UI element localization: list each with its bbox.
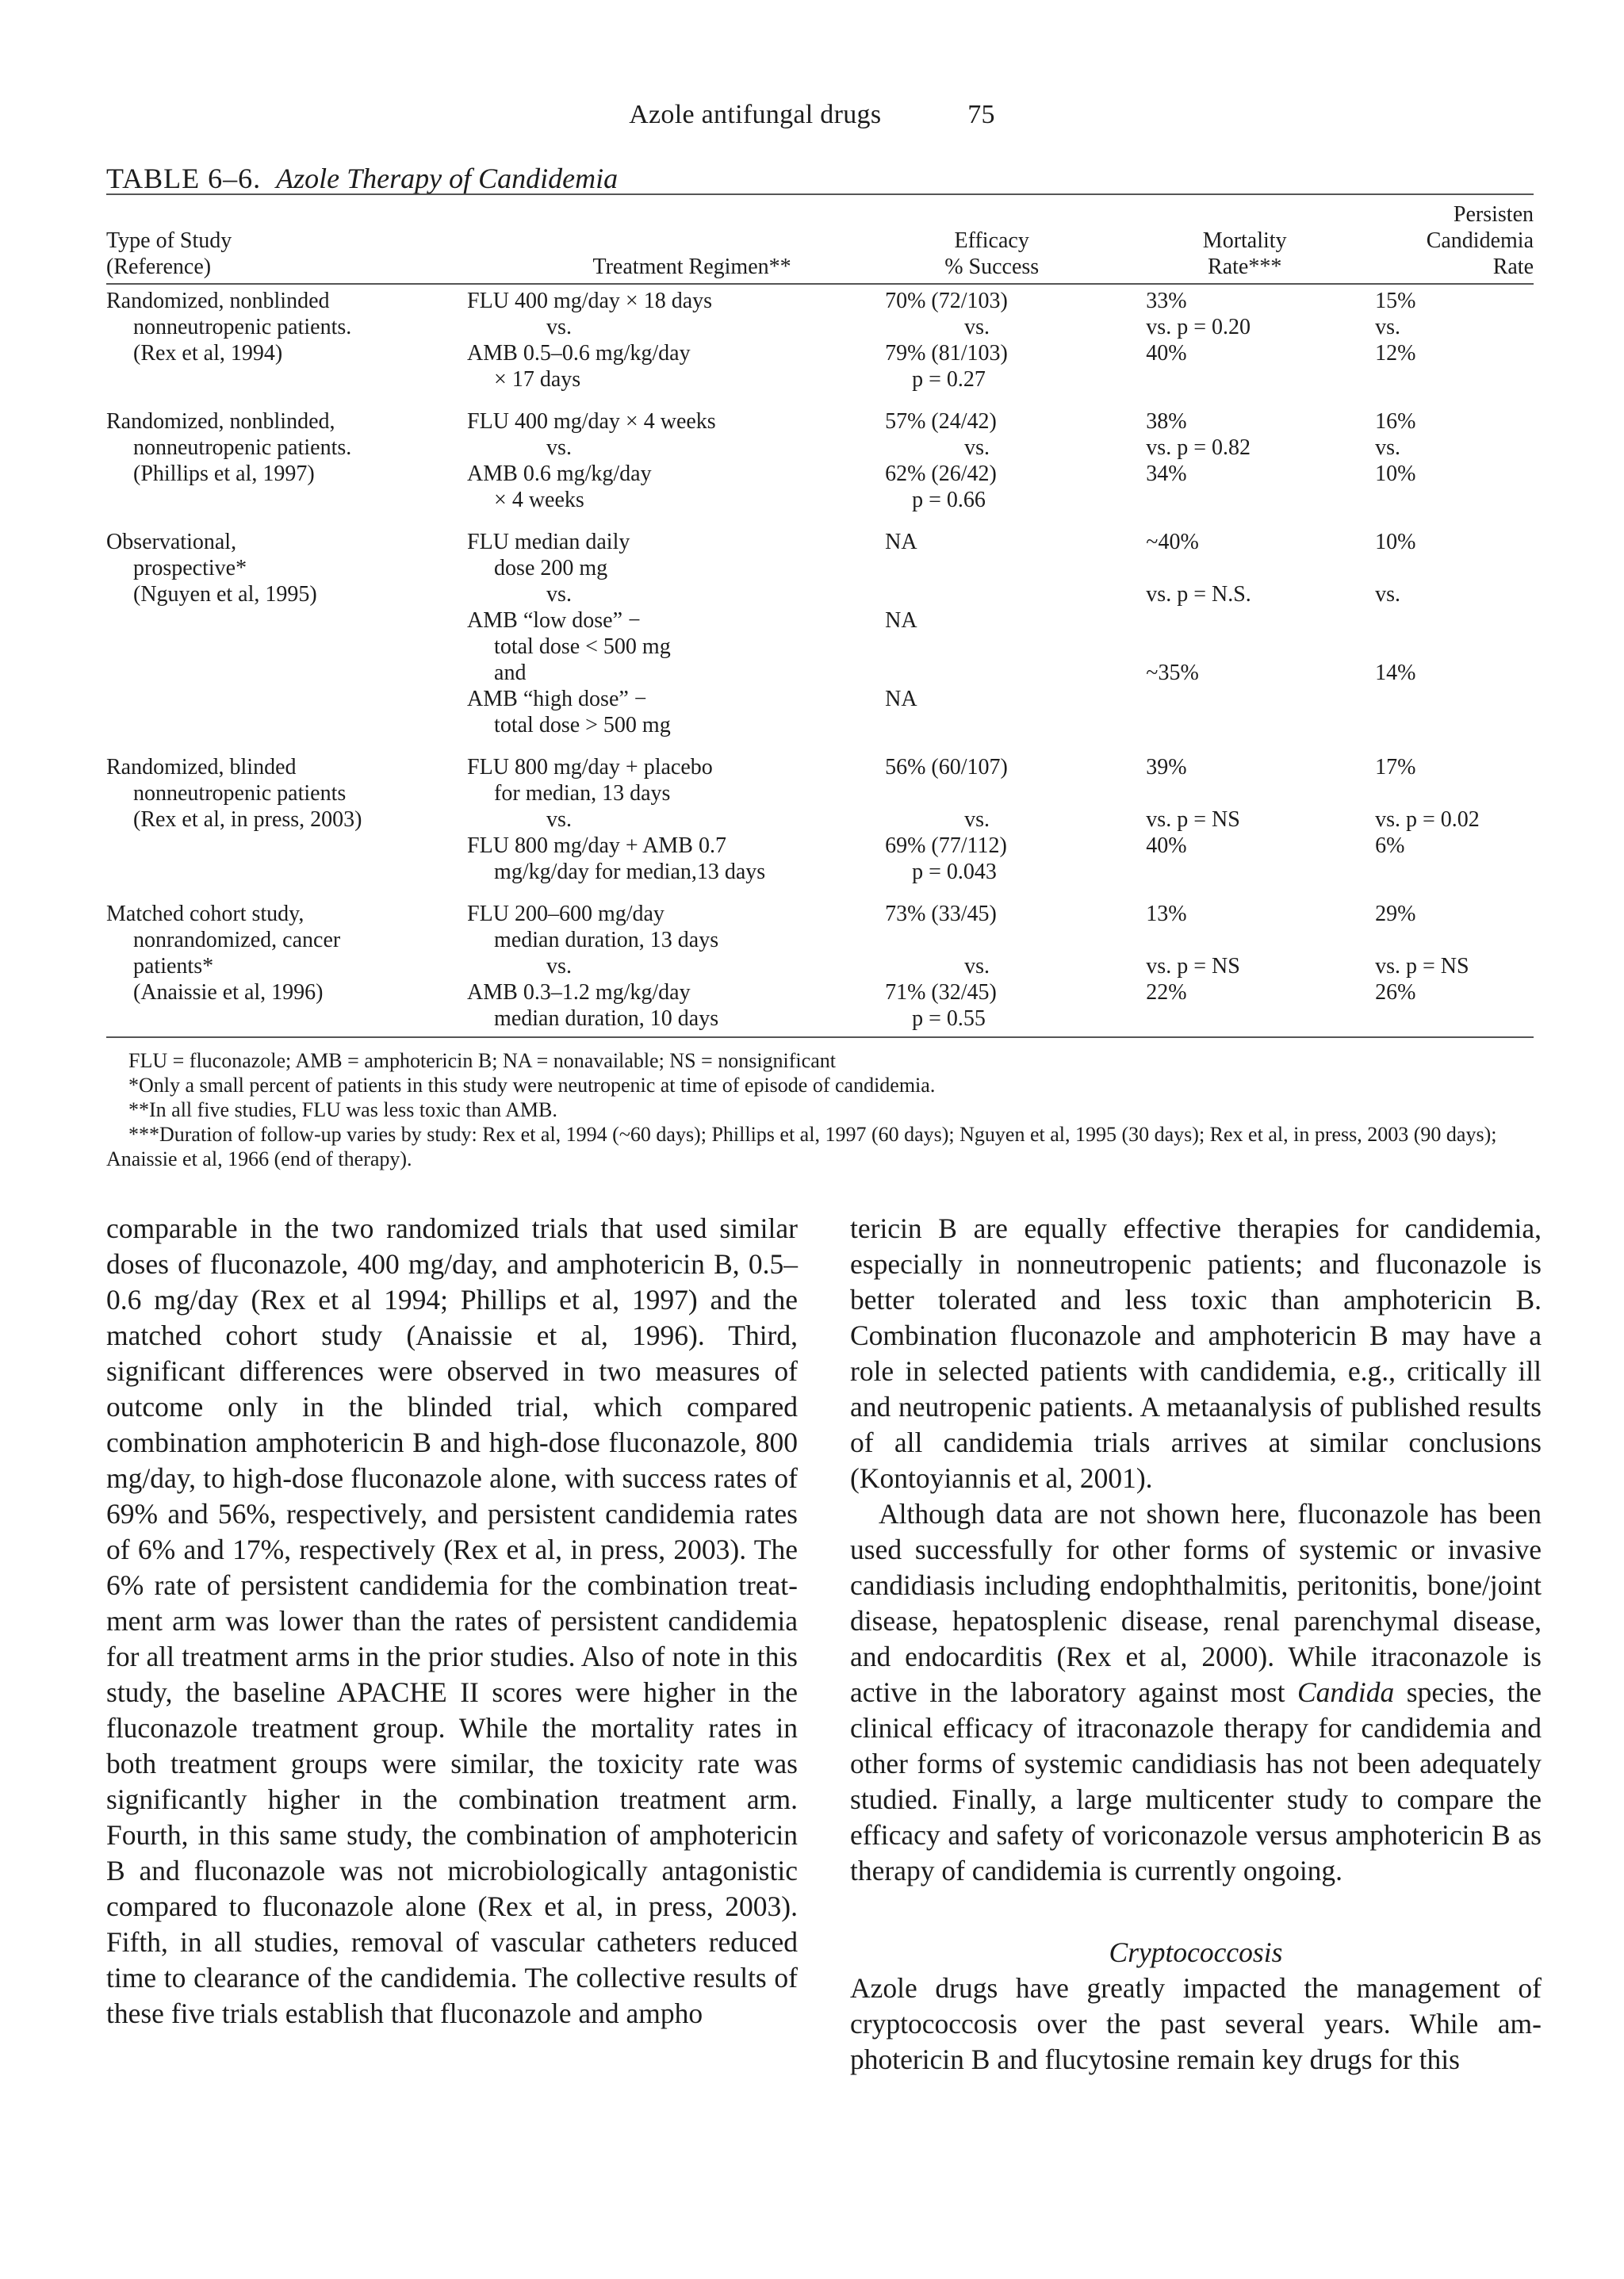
running-head-title: Azole antifungal drugs [629,100,882,129]
cell-line: p = 0.66 [912,488,986,512]
cell-line: and [494,661,527,685]
header-persistent [1375,194,1534,284]
cell-line: total dose < 500 mg [494,634,671,659]
header-line: Rate*** [1208,255,1282,279]
header-line: (Reference) [106,255,212,279]
cell-line: dose 200 mg [494,556,608,580]
cell-line: nonneutropenic patients. [133,435,352,460]
cell-line: 26% [1375,980,1416,1005]
header-line: Persisten [1453,202,1534,227]
cell-line: p = 0.55 [912,1006,986,1031]
cell-persistent [1375,901,1534,1037]
cell-line: vs. p = 0.20 [1146,315,1251,339]
cell-line: vs. p = NS [1146,807,1240,832]
cell-line: NA [885,608,917,633]
cell-efficacy [885,529,1146,754]
cell-efficacy [885,284,1146,408]
cell-line: (Rex et al, in press, 2003) [133,807,362,832]
table-row [106,284,1534,408]
footnote-abbreviations: FLU = fluconazole; AMB = amphotericin B; NA = nonavailable; NS = nonsignificant [128,1049,836,1072]
cell-line: AMB 0.6 mg/kg/day [467,462,652,486]
cell-line: 57% (24/42) [885,409,997,434]
cell-line: AMB “low dose” − [467,608,641,633]
cell-mortality [1146,754,1375,901]
footnote-2: **In all five studies, FLU was less toxic than AMB. [128,1098,557,1121]
table-row [106,529,1534,754]
cell-persistent [1375,284,1534,408]
cell-line: prospective* [133,556,247,580]
cell-line: vs. [546,954,572,979]
cell-line: FLU 400 mg/day × 18 days [467,289,713,313]
cell-line: vs. [1375,582,1400,607]
cell-line: p = 0.043 [912,860,997,884]
header-line: % Success [944,255,1040,279]
cell-line: nonrandomized, cancer [133,928,341,952]
cell-line: × 4 weeks [494,488,584,512]
header-efficacy [885,194,1146,284]
table-footnotes [106,1048,1534,1171]
cell-line: vs. [546,582,572,607]
cell-line: 22% [1146,980,1187,1005]
cell-study [106,529,467,754]
cell-line: AMB 0.3–1.2 mg/kg/day [467,980,691,1005]
header-regimen [467,194,885,284]
cell-line: median duration, 10 days [494,1006,719,1031]
cell-regimen [467,284,885,408]
cell-persistent [1375,529,1534,754]
cell-line: (Nguyen et al, 1995) [133,582,317,607]
cell-line: 17% [1375,755,1416,779]
cell-line: Randomized, blinded [106,755,297,779]
cell-line: for median, 13 days [494,781,671,806]
cell-line: p = 0.27 [912,367,986,392]
cell-efficacy [885,408,1146,529]
cell-line: vs. [964,315,990,339]
section-heading: Cryptococcosis [1109,1936,1283,1968]
cell-study [106,408,467,529]
cell-efficacy [885,754,1146,901]
cell-line: FLU 400 mg/day × 4 weeks [467,409,716,434]
cell-line: 29% [1375,902,1416,926]
cell-line: vs. p = 0.82 [1146,435,1251,460]
cell-line: 6% [1375,833,1405,858]
cell-line: Observational, [106,530,237,554]
results-table-container [106,193,1534,1038]
cell-line: NA [885,687,917,711]
cell-line: ~35% [1146,661,1199,685]
table-title: Azole Therapy of Candidemia [276,163,619,194]
cell-line: Randomized, nonblinded [106,289,330,313]
cell-persistent [1375,754,1534,901]
cell-line: median duration, 13 days [494,928,719,952]
cell-line: 14% [1375,661,1416,685]
cell-line: 33% [1146,289,1187,313]
cell-line: vs. [964,435,990,460]
cell-line: 34% [1146,462,1187,486]
cell-line: vs. [546,807,572,832]
cell-study [106,754,467,901]
cell-line: 73% (33/45) [885,902,997,926]
cell-efficacy [885,901,1146,1037]
cell-line: FLU median daily [467,530,630,554]
cell-line: Randomized, nonblinded, [106,409,335,434]
table-label: TABLE 6–6. [106,163,262,194]
cell-line: vs. [1375,435,1400,460]
body-column-left [106,1211,798,2032]
body-paragraph: comparable in the two randomized trials that used similar doses of fluconazole, 400 mg/day, and amphotericin B, 0.5–0.6 mg/day (Rex et al 1994; Phillips et al, 1997) and the matched cohort study (Anaissie et al, 1996). Third, significant differences were observed in two measures of outcome only in the blinded trial, which compared combination amphotericin B and high-dose fluconazole, 800 mg/day, to high-dose fluconazole alone, with success rates of 69% and 56%, respectively, and persistent candidemia rates of 6% and 17%, respectively (Rex et al, in press, 2003). The 6% rate of persistent candidemia for the combination treatment arm was lower than the rates of persistent candidemia for all treatment arms in the prior studies. Also of note in this study, the baseline APACHE II scores were higher in the fluconazole treatment group. While the mortality rates in both treatment groups were similar, the toxicity rate was significantly higher in the combination treatment arm. Fourth, in this same study, the combination of amphotericin B and fluconazole was not microbiologically antagonistic compared to fluconazole alone (Rex et al, in press, 2003). Fifth, in all studies, removal of vascular catheters reduced time to clearance of the candidemia. The collective results of these five trials establish that fluconazole and ampho [106,1212,798,2029]
cell-line: (Phillips et al, 1997) [133,462,315,486]
cell-mortality [1146,529,1375,754]
table-row [106,754,1534,901]
header-line: Mortality [1202,228,1287,253]
cell-line: nonneutropenic patients. [133,315,352,339]
footnote-3: ***Duration of follow-up varies by study: Rex et al, 1994 (~60 days); Phillips et al, 1997 (60 days); Nguyen et al, 1995 (30 days); Rex et al, in press, 2003 (90 days); Anaissie et al, 1966 (end of therapy). [106,1123,1497,1170]
cell-line: 62% (26/42) [885,462,997,486]
cell-line: FLU 800 mg/day + AMB 0.7 [467,833,726,858]
cell-line: 39% [1146,755,1187,779]
cell-regimen [467,529,885,754]
cell-line: × 17 days [494,367,581,392]
cell-line: vs. [546,435,572,460]
running-head [0,100,1624,130]
cell-line: 79% (81/103) [885,341,1008,366]
header-line: Candidemia [1426,228,1534,253]
cell-line: 71% (32/45) [885,980,997,1005]
cell-persistent [1375,408,1534,529]
cell-line: 12% [1375,341,1416,366]
cell-mortality [1146,408,1375,529]
cell-line: total dose > 500 mg [494,713,671,737]
cell-line: vs. [1375,315,1400,339]
cell-line: 15% [1375,289,1416,313]
body-paragraph: Azole drugs have greatly impacted the management of cryptococcosis over the past several years. While amphotericin B and flucytosine remain key drugs for this [850,1972,1542,2075]
cell-line: nonneutropenic patients [133,781,347,806]
cell-line: FLU 800 mg/day + placebo [467,755,713,779]
table-header-row [106,194,1534,284]
header-line: Rate [1492,255,1534,279]
cell-line: 16% [1375,409,1416,434]
cell-line: 40% [1146,341,1187,366]
cell-line: 10% [1375,462,1416,486]
cell-study [106,901,467,1037]
header-line: Efficacy [954,228,1029,253]
header-mortality [1146,194,1375,284]
header-line: Treatment Regimen** [592,255,791,279]
cell-line: patients* [133,954,214,979]
cell-line: vs. [546,315,572,339]
cell-line: vs. [964,807,990,832]
cell-line: NA [885,530,917,554]
page-number: 75 [967,100,995,129]
cell-line: 56% (60/107) [885,755,1008,779]
cell-line: ~40% [1146,530,1199,554]
cell-regimen [467,408,885,529]
cell-line: vs. [964,954,990,979]
cell-regimen [467,754,885,901]
header-study [106,194,467,284]
header-line: Type of Study [106,228,232,253]
body-text: Although data are not shown here, fluconazole has been used successfully for other forms of systemic or invasive candidiasis including endophthalmitis, peritonitis, bone/joint disease, hepatosplenic disease, renal parenchymal disease, and endocarditis (Rex et al, 2000). While itraconazole is active in the laboratory against most [850,1498,1542,1708]
cell-study [106,284,467,408]
cell-line: mg/kg/day for median,13 days [494,860,766,884]
cell-mortality [1146,901,1375,1037]
cell-line: AMB 0.5–0.6 mg/kg/day [467,341,691,366]
body-paragraph [850,1496,1542,1889]
cell-line: vs. p = 0.02 [1375,807,1480,832]
body-paragraph: tericin B are equally effective therapies for candidemia, especially in nonneutropenic patients; and fluconazole is better tolerated and less toxic than amphotericin B. Combination fluconazole and amphotericin B may have a role in selected patients with candidemia, e.g., critically ill and neutropenic patients. A metaanalysis of published results of all candidemia trials arrives at similar conclusions (Kontoyiannis et al, 2001). [850,1212,1542,1494]
table-row [106,408,1534,529]
footnote-1: *Only a small percent of patients in this study were neutropenic at time of episode of candidemia. [128,1074,936,1097]
cell-line: 70% (72/103) [885,289,1008,313]
cell-line: 10% [1375,530,1416,554]
table-row [106,901,1534,1037]
body-column-right [850,1211,1542,2078]
cell-line: 13% [1146,902,1187,926]
table-caption [106,162,618,195]
cell-line: FLU 200–600 mg/day [467,902,665,926]
genus-name: Candida [1297,1676,1395,1708]
cell-line: Matched cohort study, [106,902,304,926]
cell-regimen [467,901,885,1037]
results-table [106,193,1534,1038]
cell-line: vs. p = NS [1146,954,1240,979]
cell-line: 40% [1146,833,1187,858]
cell-line: vs. p = N.S. [1146,582,1251,607]
cell-line: vs. p = NS [1375,954,1469,979]
cell-mortality [1146,284,1375,408]
cell-line: (Rex et al, 1994) [133,341,283,366]
cell-line: 69% (77/112) [885,833,1007,858]
cell-line: AMB “high dose” − [467,687,647,711]
cell-line: (Anaissie et al, 1996) [133,980,324,1005]
body-text: species, the clinical efficacy of itraconazole therapy for candidemia and other forms of systemic candidiasis has not been adequately studied. Finally, a large multicenter study to compare the efficacy and safety of voriconazole versus amphotericin B as therapy of candidemia is currently ongoing. [850,1676,1542,1886]
cell-line: 38% [1146,409,1187,434]
